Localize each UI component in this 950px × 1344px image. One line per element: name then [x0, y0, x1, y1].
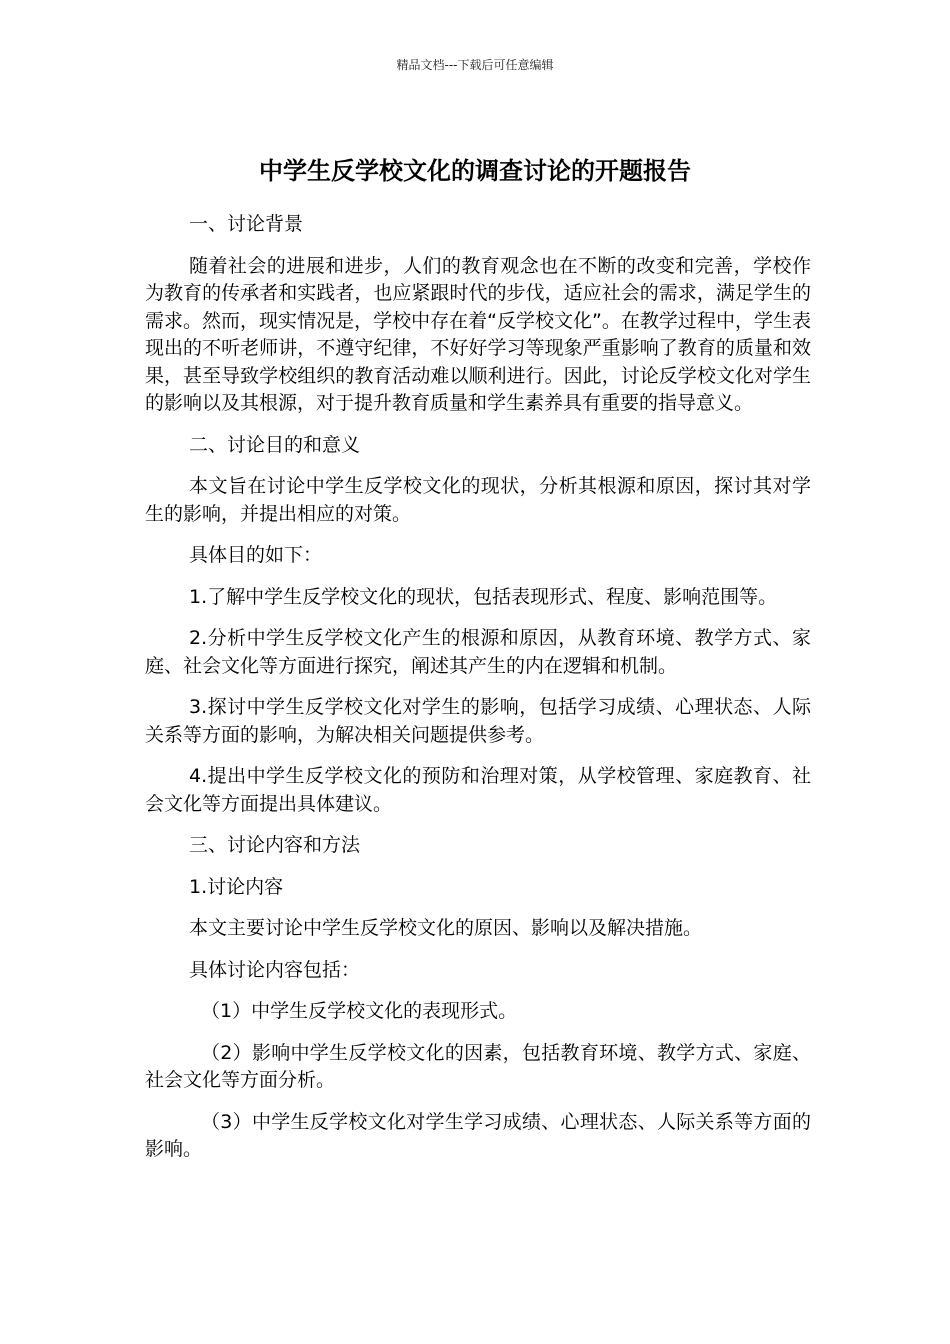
sub-list-item: （1）中学生反学校文化的表现形式。 [201, 1000, 518, 1022]
document-title: 中学生反学校文化的调查讨论的开题报告 [259, 157, 691, 186]
list-item: 3.探讨中学生反学校文化对学生的影响，包括学习成绩、心理状态、人际关系等方面的影响，为解决相关问题提供参考。 [145, 696, 811, 746]
body-paragraph: 随着社会的进展和进步，人们的教育观念也在不断的改变和完善，学校作为教育的传承者和实践者，也应紧跟时代的步伐，适应社会的需求，满足学生的需求。然而，现实情况是，学校中存在着“反学校文化”。在教学过程中，学生表现出的不听老师讲，不遵守纪律，不好好学习等现象严重影响了教育的质量和效果，甚至导致学校组织的教育活动难以顺利进行。因此，讨论反学校文化对学生的影响以及其根源，对于提升教育质量和学生素养具有重要的指导意义。 [145, 254, 811, 414]
body-paragraph: 本文主要讨论中学生反学校文化的原因、影响以及解决措施。 [189, 917, 703, 939]
list-item: 4.提出中学生反学校文化的预防和治理对策，从学校管理、家庭教育、社会文化等方面提出具体建议。 [145, 765, 811, 815]
body-paragraph: 具体目的如下： [189, 544, 323, 566]
page-header: 精品文档---下载后可任意编辑 [396, 58, 554, 72]
section-heading: 三、讨论内容和方法 [189, 834, 361, 856]
section-heading: 一、讨论背景 [189, 213, 304, 235]
list-item: 2.分析中学生反学校文化产生的根源和原因，从教育环境、教学方式、家庭、社会文化等方面进行探究，阐述其产生的内在逻辑和机制。 [145, 627, 811, 677]
sub-list-item: （2）影响中学生反学校文化的因素，包括教育环境、教学方式、家庭、社会文化等方面分析。 [145, 1041, 811, 1091]
sub-list-item: （3）中学生反学校文化对学生学习成绩、心理状态、人际关系等方面的影响。 [145, 1110, 811, 1160]
list-item: 1.了解中学生反学校文化的现状，包括表现形式、程度、影响范围等。 [189, 585, 778, 608]
document-body [145, 211, 811, 1178]
section-heading: 二、讨论目的和意义 [189, 433, 361, 456]
subsection-heading: 1.讨论内容 [189, 875, 284, 898]
body-paragraph: 本文旨在讨论中学生反学校文化的现状，分析其根源和原因，探讨其对学生的影响，并提出相应的对策。 [145, 475, 811, 525]
body-paragraph: 具体讨论内容包括： [189, 958, 361, 981]
